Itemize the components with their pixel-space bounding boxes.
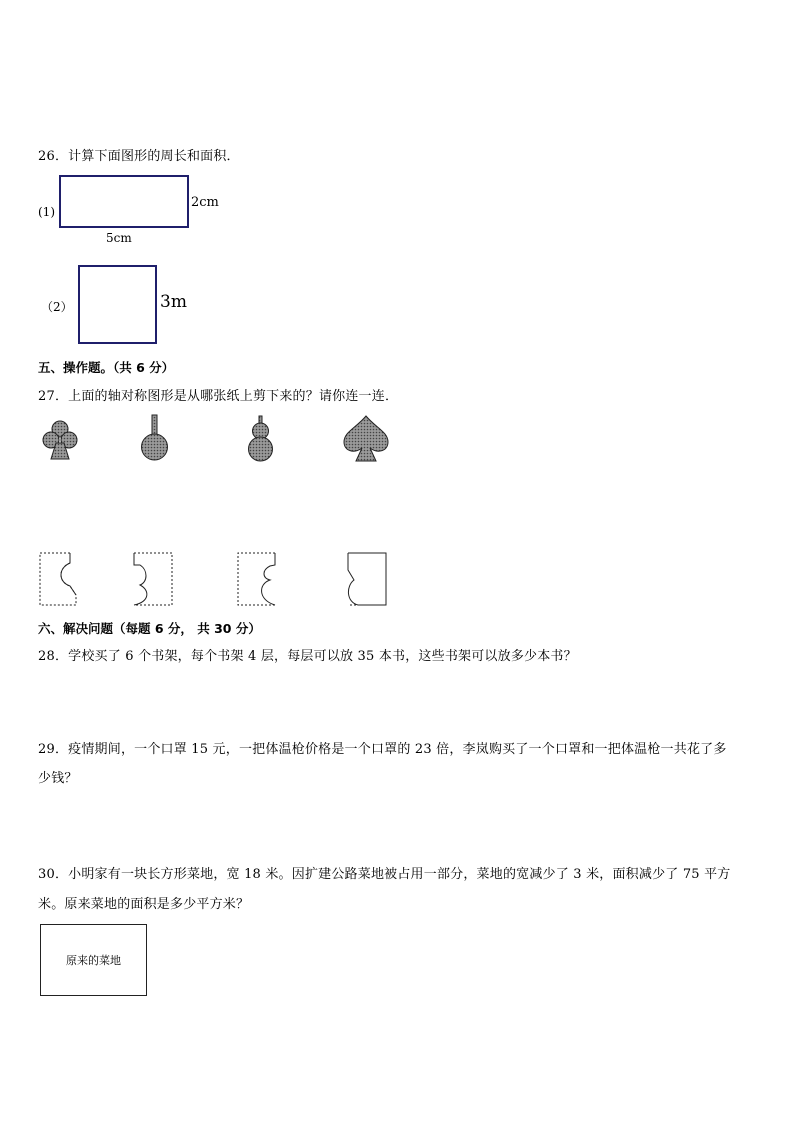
half-gourd-icon	[238, 553, 275, 605]
square-side-label: 3m	[160, 292, 187, 312]
original-plot-box	[40, 924, 147, 996]
question-27-text: 27．上面的轴对称图形是从哪张纸上剪下来的？请你连一连．	[38, 389, 399, 404]
original-plot-label: 原来的菜地	[66, 954, 121, 967]
spade-icon	[344, 416, 388, 461]
club-icon	[43, 421, 77, 459]
rectangle-figure	[59, 175, 189, 228]
question-29-line-1: 29．疫情期间，一个口罩 15 元，一把体温枪价格是一个口罩的 23 倍，李岚购买了一个口罩和一把体温枪一共花了多	[38, 742, 727, 757]
half-spade-icon	[348, 553, 386, 605]
half-club-icon	[40, 553, 76, 605]
question-30-line-1: 30．小明家有一块长方形菜地，宽 18 米。因扩建公路菜地被占用一部分，菜地的宽减少了 3 米，面积减少了 75 平方	[38, 867, 731, 882]
figure-2-label: （2）	[41, 300, 73, 314]
rectangle-height-label: 2cm	[191, 195, 219, 210]
section-5-title: 五、操作题。（共 6 分）	[38, 360, 175, 375]
round-flask-icon	[142, 415, 168, 460]
question-28-text: 28．学校买了 6 个书架，每个书架 4 层，每层可以放 35 本书，这些书架可以放多少本书？	[38, 649, 577, 664]
question-26-text: 26．计算下面图形的周长和面积．	[38, 149, 240, 164]
question-30-line-2: 米。原来菜地的面积是多少平方米？	[38, 897, 250, 912]
gourd-icon	[249, 416, 273, 461]
figure-1-label: (1)	[38, 205, 55, 219]
square-figure	[78, 265, 157, 344]
question-29-line-2: 少钱？	[38, 771, 78, 786]
section-6-title: 六、解决问题（每题 6 分， 共 30 分）	[38, 621, 261, 636]
rectangle-width-label: 5cm	[106, 231, 132, 245]
half-flask-icon	[134, 553, 172, 605]
q27-shapes-area	[0, 410, 794, 610]
